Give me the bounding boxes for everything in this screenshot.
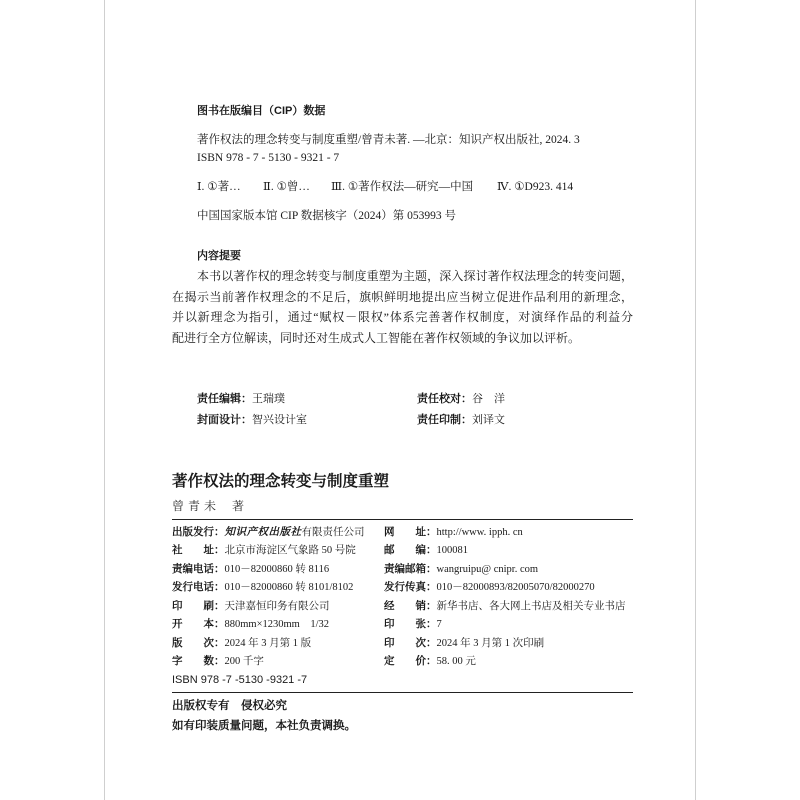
divider-top <box>172 519 633 520</box>
imprint-format <box>172 616 384 634</box>
imprint-distribution-fax <box>384 579 633 597</box>
field-label: 责编电话： <box>172 562 225 575</box>
table-row <box>172 561 633 579</box>
summary-line: 在揭示当前著作权理念的不足后，旗帜鲜明地提出应当树立促进作品利用的新理念， <box>172 290 633 304</box>
field-value: 010－82000860 转 8101/8102 <box>224 582 354 594</box>
classification-item: Ⅳ. ①D923. 414 <box>497 181 574 193</box>
imprint-sheets <box>384 616 633 634</box>
staff-editor <box>197 392 285 406</box>
author-name: 曾青未 <box>172 499 221 513</box>
staff-value: 王瑞璞 <box>252 393 285 405</box>
field-value: 天津嘉恒印务有限公司 <box>224 600 330 612</box>
imprint-publisher <box>172 524 384 542</box>
field-label: 字 数： <box>172 654 225 667</box>
book-author <box>172 499 248 513</box>
staff-label: 责任编辑： <box>197 393 252 405</box>
field-label: 发行电话： <box>172 581 225 594</box>
imprint-retailers <box>384 598 633 616</box>
field-value: wangruipu@ cnipr. com <box>436 563 539 575</box>
field-value: 010－82000893/82005070/82000270 <box>436 582 595 594</box>
field-value: 有限责任公司 <box>301 527 365 538</box>
classification-item: Ⅱ. ①曾… <box>263 181 310 193</box>
imprint-address <box>172 542 384 560</box>
field-label: 出版发行： <box>172 526 225 538</box>
imprint-edition <box>172 635 384 653</box>
table-row <box>172 635 633 653</box>
classification-item: Ⅰ. ①著… <box>197 181 241 193</box>
table-row <box>172 542 633 560</box>
cip-heading: 图书在版编目（CIP）数据 <box>197 105 326 117</box>
cip-citation: 著作权法的理念转变与制度重塑/曾青未著. —北京：知识产权出版社, 2024. 3 <box>197 134 580 146</box>
table-row <box>172 616 633 634</box>
field-value: 7 <box>436 619 442 631</box>
imprint-printing <box>384 635 633 653</box>
table-row <box>172 653 633 671</box>
field-value: 北京市海淀区气象路 50 号院 <box>224 545 356 557</box>
field-label: 发行传真： <box>384 581 437 594</box>
cip-isbn: ISBN 978 - 7 - 5130 - 9321 - 7 <box>197 152 340 164</box>
field-label: 网 址： <box>384 526 437 538</box>
field-label: 经 销： <box>384 599 437 612</box>
staff-proofreader <box>417 392 505 406</box>
field-value: 880mm×1230mm 1/32 <box>224 619 330 631</box>
table-row <box>172 579 633 597</box>
staff-label: 责任校对： <box>417 393 472 405</box>
imprint-editor-email <box>384 561 633 579</box>
field-label: 开 本： <box>172 618 225 631</box>
author-role: 著 <box>232 499 249 513</box>
table-row <box>172 524 633 542</box>
summary-line: 并以新理念为指引，通过“赋权－限权”体系完善著作权制度，对演绎作品的利益分 <box>172 310 633 324</box>
field-value: 200 千字 <box>224 655 264 667</box>
field-label: 印 刷： <box>172 599 225 612</box>
summary-line: 本书以著作权的理念转变与制度重塑为主题，深入探讨著作权法理念的转变问题， <box>197 269 633 283</box>
imprint-price <box>384 653 633 671</box>
staff-cover-design <box>197 413 307 427</box>
field-value: 58. 00 元 <box>436 655 476 667</box>
staff-label: 责任印制： <box>417 414 472 426</box>
imprint-isbn: ISBN 978 -7 -5130 -9321 -7 <box>172 674 308 686</box>
classification-item: Ⅲ. ①著作权法—研究—中国 <box>331 181 474 193</box>
imprint-postcode <box>384 542 633 560</box>
staff-value: 谷 洋 <box>472 393 505 405</box>
field-label: 印 次： <box>384 636 437 649</box>
staff-label: 封面设计： <box>197 414 252 426</box>
imprint-editor-phone <box>172 561 384 579</box>
staff-value: 智兴设计室 <box>252 414 307 426</box>
field-label: 邮 编： <box>384 544 437 557</box>
field-label: 社 址： <box>172 544 225 557</box>
field-label: 责编邮箱： <box>384 562 437 575</box>
field-label: 版 次： <box>172 636 225 649</box>
table-row <box>172 598 633 616</box>
summary-line: 配进行全方位解读，同时还对生成式人工智能在著作权领域的争议加以评析。 <box>172 331 581 345</box>
cip-record-number: 中国国家版本馆 CIP 数据核字（2024）第 053993 号 <box>197 210 456 222</box>
publisher-logo-text: 知识产权出版社 <box>224 527 302 538</box>
book-title: 著作权法的理念转变与制度重塑 <box>172 473 390 490</box>
cip-classification <box>197 180 573 194</box>
field-value: 2024 年 3 月第 1 版 <box>224 637 312 649</box>
field-label: 定 价： <box>384 654 437 667</box>
return-policy-notice: 如有印装质量问题，本社负责调换。 <box>172 720 356 732</box>
field-value: 2024 年 3 月第 1 次印刷 <box>436 637 545 649</box>
imprint-website <box>384 524 633 542</box>
staff-print-supervisor <box>417 413 505 427</box>
summary-heading: 内容提要 <box>197 250 241 262</box>
field-value: http://www. ipph. cn <box>436 527 523 538</box>
imprint-printer <box>172 598 384 616</box>
staff-value: 刘译文 <box>472 414 505 426</box>
field-value: 010－82000860 转 8116 <box>224 563 330 575</box>
divider-bottom <box>172 692 633 693</box>
imprint-word-count <box>172 653 384 671</box>
field-value: 100081 <box>436 545 468 557</box>
field-label: 印 张： <box>384 618 437 631</box>
rights-notice: 出版权专有 侵权必究 <box>172 700 287 712</box>
imprint-distribution-phone <box>172 579 384 597</box>
imprint-table <box>172 524 633 671</box>
field-value: 新华书店、各大网上书店及相关专业书店 <box>436 600 626 612</box>
